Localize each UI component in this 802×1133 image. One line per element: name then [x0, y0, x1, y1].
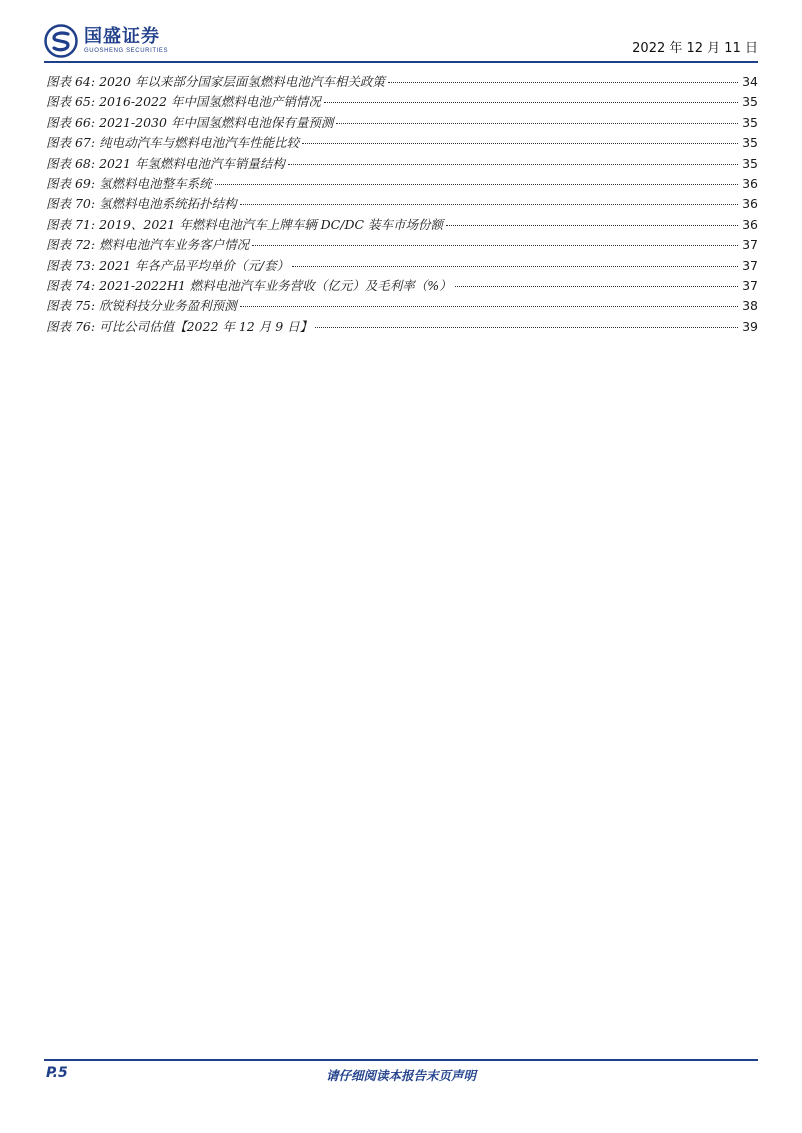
- toc-entry-title: 2019、2021 年燃料电池汽车上牌车辆 DC/DC 装车市场份额: [99, 216, 444, 232]
- toc-leader-dots: [292, 266, 738, 267]
- toc-entry-page: 34: [742, 74, 758, 89]
- toc-entry-title: 欣锐科技分业务盈利预测: [99, 298, 237, 314]
- toc-entry-page: 36: [742, 196, 758, 212]
- toc-entry-title: 2021 年各产品平均单价（元/套）: [99, 257, 290, 273]
- toc-entry-title: 可比公司估值【2022 年 12 月 9 日】: [99, 318, 313, 334]
- page-number: P.5: [46, 1065, 68, 1081]
- figure-index-list: [46, 72, 758, 337]
- toc-entry-page: 36: [742, 175, 758, 191]
- toc-entry-title: 纯电动汽车与燃料电池汽车性能比较: [99, 135, 300, 151]
- toc-entry[interactable]: [46, 296, 758, 316]
- toc-entry-title: 氢燃料电池整车系统: [99, 175, 212, 191]
- header-divider: [44, 61, 758, 63]
- toc-leader-dots: [252, 245, 738, 246]
- toc-leader-dots: [288, 164, 738, 165]
- toc-entry[interactable]: [46, 317, 758, 337]
- page-header: [44, 24, 758, 60]
- toc-entry-label: 图表 69:: [46, 175, 96, 191]
- toc-leader-dots: [455, 286, 738, 287]
- toc-entry[interactable]: [46, 235, 758, 255]
- toc-leader-dots: [240, 204, 738, 205]
- toc-entry-label: 图表 75:: [46, 298, 96, 314]
- toc-entry-page: 35: [742, 94, 758, 110]
- toc-leader-dots: [336, 123, 738, 124]
- toc-entry-title: 燃料电池汽车业务客户情况: [99, 237, 250, 253]
- toc-entry-page: 35: [742, 114, 758, 130]
- toc-entry[interactable]: [46, 113, 758, 133]
- toc-entry-label: 图表 70:: [46, 196, 96, 212]
- toc-entry-title: 2021-2022H1 燃料电池汽车业务营收（亿元）及毛利率（%）: [99, 277, 452, 293]
- report-date: 2022 年 12 月 11 日: [632, 41, 758, 56]
- toc-leader-dots: [302, 143, 738, 144]
- toc-entry[interactable]: [46, 215, 758, 235]
- toc-entry-label: 图表 73:: [46, 257, 96, 273]
- footer-divider: [44, 1059, 758, 1061]
- toc-entry[interactable]: [46, 72, 758, 92]
- toc-entry-label: 图表 74:: [46, 277, 96, 293]
- company-logo: [44, 24, 168, 58]
- toc-entry-page: 35: [742, 135, 758, 151]
- toc-entry-title: 2021-2030 年中国氢燃料电池保有量预测: [99, 114, 334, 130]
- toc-entry-label: 图表 68:: [46, 155, 96, 171]
- logo-chinese-name: 国盛证券: [84, 26, 160, 47]
- toc-entry-page: 36: [742, 216, 758, 232]
- logo-english-name: GUOSHENG SECURITIES: [84, 48, 169, 54]
- toc-entry-page: 37: [742, 257, 758, 273]
- toc-entry-page: 37: [742, 277, 758, 293]
- toc-leader-dots: [388, 82, 738, 83]
- toc-entry-page: 38: [742, 298, 758, 314]
- toc-entry-page: 35: [742, 155, 758, 171]
- toc-leader-dots: [446, 225, 738, 226]
- toc-entry-label: 图表 64:: [46, 74, 96, 89]
- toc-entry-title: 2021 年氢燃料电池汽车销量结构: [99, 155, 285, 171]
- toc-entry-label: 图表 66:: [46, 114, 96, 130]
- footer-disclaimer: 请仔细阅读本报告末页声明: [325, 1068, 476, 1083]
- toc-entry[interactable]: [46, 133, 758, 153]
- toc-leader-dots: [315, 327, 738, 328]
- toc-entry[interactable]: [46, 154, 758, 174]
- toc-leader-dots: [240, 306, 738, 307]
- toc-entry[interactable]: [46, 92, 758, 112]
- toc-entry[interactable]: [46, 276, 758, 296]
- toc-entry-label: 图表 65:: [46, 94, 96, 110]
- toc-entry-page: 39: [742, 318, 758, 334]
- toc-entry[interactable]: [46, 256, 758, 276]
- toc-entry-title: 2020 年以来部分国家层面氢燃料电池汽车相关政策: [99, 74, 385, 89]
- logo-icon: [44, 24, 78, 58]
- toc-leader-dots: [324, 102, 738, 103]
- toc-entry[interactable]: [46, 194, 758, 214]
- toc-entry-label: 图表 71:: [46, 216, 96, 232]
- toc-entry-label: 图表 72:: [46, 237, 96, 253]
- toc-entry-title: 2016-2022 年中国氢燃料电池产销情况: [99, 94, 321, 110]
- toc-entry-page: 37: [742, 237, 758, 253]
- toc-leader-dots: [215, 184, 738, 185]
- toc-entry-title: 氢燃料电池系统拓扑结构: [99, 196, 237, 212]
- toc-entry-label: 图表 76:: [46, 318, 96, 334]
- toc-entry-label: 图表 67:: [46, 135, 96, 151]
- toc-entry[interactable]: [46, 174, 758, 194]
